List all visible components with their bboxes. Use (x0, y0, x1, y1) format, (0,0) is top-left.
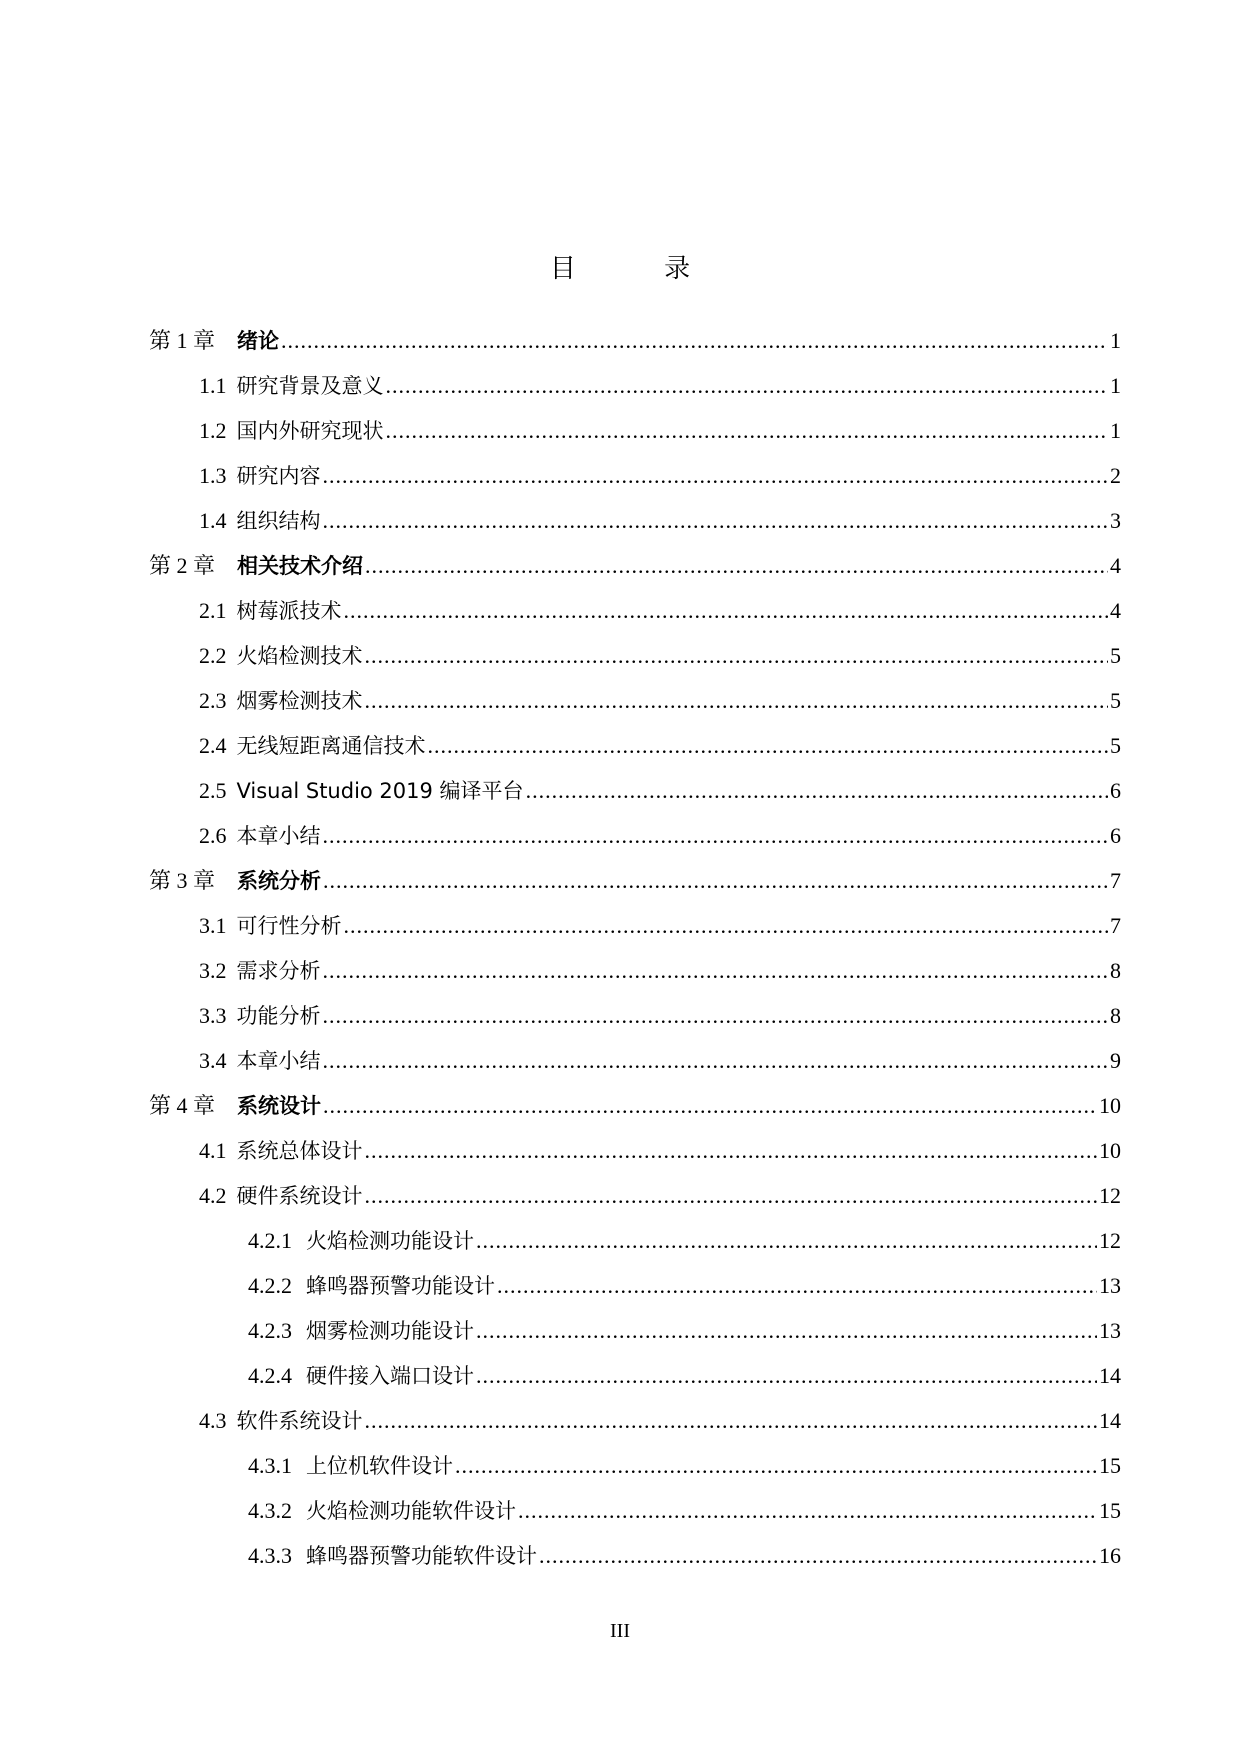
toc-entry[interactable] (149, 318, 1121, 363)
entry-number: 1.2 (199, 418, 227, 443)
entry-number: 第 1 章 (149, 328, 216, 353)
toc-title: 目 录 (549, 254, 731, 284)
toc-entry[interactable] (149, 1218, 1121, 1263)
entry-number: 4.3.1 (248, 1453, 292, 1478)
dot-leader (323, 1038, 1109, 1083)
dot-leader (323, 498, 1109, 543)
entry-number: 2.3 (199, 688, 227, 713)
toc-entry[interactable] (149, 1038, 1121, 1083)
entry-title: 上位机软件设计 (306, 1454, 453, 1478)
toc-entry[interactable] (149, 1488, 1121, 1533)
entry-title: 研究内容 (236, 464, 321, 488)
toc-entry[interactable] (149, 858, 1121, 903)
entry-number: 3.4 (199, 1048, 227, 1073)
entry-page: 12 (1099, 1228, 1121, 1253)
dot-leader (365, 1128, 1098, 1173)
entry-number: 2.6 (199, 823, 227, 848)
entry-page: 16 (1099, 1543, 1121, 1568)
entry-title: 烟雾检测功能设计 (306, 1319, 474, 1343)
entry-page: 1 (1110, 373, 1121, 398)
entry-page: 10 (1099, 1093, 1121, 1118)
entry-page: 5 (1110, 733, 1121, 758)
entry-page: 2 (1110, 463, 1121, 488)
entry-number: 3.1 (199, 913, 227, 938)
entry-title: 系统总体设计 (236, 1139, 363, 1163)
dot-leader (344, 903, 1109, 948)
entry-page: 12 (1099, 1183, 1121, 1208)
entry-number: 4.2 (199, 1183, 227, 1208)
entry-title: 蜂鸣器预警功能设计 (306, 1274, 495, 1298)
entry-page: 7 (1110, 868, 1121, 893)
entry-title: 组织结构 (236, 509, 321, 533)
entry-number: 第 2 章 (149, 553, 216, 578)
entry-page: 14 (1099, 1408, 1121, 1433)
toc-entry[interactable] (149, 1353, 1121, 1398)
entry-number: 4.3.2 (248, 1498, 292, 1523)
dot-leader (526, 768, 1108, 813)
toc-entry[interactable] (149, 1443, 1121, 1488)
entry-number: 1.3 (199, 463, 227, 488)
entry-title: 本章小结 (236, 1049, 321, 1073)
entry-title: 本章小结 (236, 824, 321, 848)
entry-page: 5 (1110, 643, 1121, 668)
entry-title: 硬件系统设计 (236, 1184, 363, 1208)
entry-title: 需求分析 (236, 959, 321, 983)
toc-entry[interactable] (149, 588, 1121, 633)
dot-leader (518, 1488, 1097, 1533)
entry-page: 6 (1110, 778, 1121, 803)
dot-leader (323, 858, 1108, 903)
table-of-contents (149, 318, 1121, 1578)
entry-number: 2.4 (199, 733, 227, 758)
toc-entry[interactable] (149, 543, 1121, 588)
entry-number: 1.1 (199, 373, 227, 398)
entry-page: 13 (1099, 1273, 1121, 1298)
entry-number: 2.1 (199, 598, 227, 623)
entry-title: 软件系统设计 (236, 1409, 363, 1433)
entry-number: 3.3 (199, 1003, 227, 1028)
toc-entry[interactable] (149, 1083, 1121, 1128)
dot-leader (323, 948, 1109, 993)
toc-entry[interactable] (149, 993, 1121, 1038)
entry-number: 4.3.3 (248, 1543, 292, 1568)
entry-page: 8 (1110, 1003, 1121, 1028)
page-number-footer: III (610, 1620, 630, 1642)
toc-entry[interactable] (149, 453, 1121, 498)
entry-number: 3.2 (199, 958, 227, 983)
dot-leader (365, 1398, 1098, 1443)
toc-entry[interactable] (149, 363, 1121, 408)
entry-page: 5 (1110, 688, 1121, 713)
dot-leader (476, 1308, 1097, 1353)
entry-title: Visual Studio 2019 编译平台 (236, 779, 524, 803)
toc-entry[interactable] (149, 948, 1121, 993)
toc-entry[interactable] (149, 1128, 1121, 1173)
toc-entry[interactable] (149, 498, 1121, 543)
toc-entry[interactable] (149, 1308, 1121, 1353)
entry-number: 4.2.2 (248, 1273, 292, 1298)
dot-leader (386, 363, 1109, 408)
entry-page: 1 (1110, 418, 1121, 443)
entry-title: 树莓派技术 (236, 599, 342, 623)
dot-leader (386, 408, 1109, 453)
entry-title: 火焰检测功能软件设计 (306, 1499, 516, 1523)
entry-page: 7 (1110, 913, 1121, 938)
entry-title: 烟雾检测技术 (236, 689, 363, 713)
dot-leader (476, 1353, 1097, 1398)
toc-entry[interactable] (149, 678, 1121, 723)
dot-leader (323, 813, 1109, 858)
entry-title: 硬件接入端口设计 (306, 1364, 474, 1388)
entry-title: 蜂鸣器预警功能软件设计 (306, 1544, 537, 1568)
entry-title: 研究背景及意义 (236, 374, 384, 398)
entry-page: 13 (1099, 1318, 1121, 1343)
entry-number: 4.1 (199, 1138, 227, 1163)
entry-title: 相关技术介绍 (237, 554, 364, 578)
entry-number: 4.2.3 (248, 1318, 292, 1343)
entry-title: 火焰检测功能设计 (306, 1229, 474, 1253)
entry-title: 火焰检测技术 (236, 644, 363, 668)
toc-entry[interactable] (149, 1533, 1121, 1578)
entry-title: 系统设计 (237, 1094, 322, 1118)
entry-number: 第 3 章 (149, 868, 216, 893)
entry-page: 10 (1099, 1138, 1121, 1163)
entry-title: 绪论 (237, 329, 280, 353)
entry-number: 2.5 (199, 778, 227, 803)
toc-entry[interactable] (149, 723, 1121, 768)
toc-entry[interactable] (149, 768, 1121, 813)
toc-entry[interactable] (149, 903, 1121, 948)
dot-leader (428, 723, 1109, 768)
entry-page: 15 (1099, 1453, 1121, 1478)
entry-page: 4 (1110, 598, 1121, 623)
toc-entry[interactable] (149, 633, 1121, 678)
dot-leader (323, 1083, 1097, 1128)
entry-number: 第 4 章 (149, 1093, 216, 1118)
toc-entry[interactable] (149, 1173, 1121, 1218)
dot-leader (365, 1173, 1098, 1218)
toc-entry[interactable] (149, 813, 1121, 858)
entry-title: 无线短距离通信技术 (236, 734, 426, 758)
entry-title: 功能分析 (236, 1004, 321, 1028)
entry-page: 8 (1110, 958, 1121, 983)
dot-leader (455, 1443, 1097, 1488)
dot-leader (476, 1218, 1097, 1263)
entry-page: 1 (1110, 328, 1121, 353)
entry-number: 4.2.4 (248, 1363, 292, 1388)
entry-page: 4 (1110, 553, 1121, 578)
toc-entry[interactable] (149, 408, 1121, 453)
entry-title: 系统分析 (237, 869, 322, 893)
entry-page: 15 (1099, 1498, 1121, 1523)
dot-leader (365, 543, 1108, 588)
entry-page: 14 (1099, 1363, 1121, 1388)
entry-number: 2.2 (199, 643, 227, 668)
dot-leader (281, 318, 1108, 363)
entry-page: 3 (1110, 508, 1121, 533)
entry-page: 6 (1110, 823, 1121, 848)
entry-page: 9 (1110, 1048, 1121, 1073)
entry-title: 国内外研究现状 (236, 419, 384, 443)
dot-leader (365, 633, 1109, 678)
entry-number: 1.4 (199, 508, 227, 533)
entry-number: 4.2.1 (248, 1228, 292, 1253)
dot-leader (344, 588, 1109, 633)
toc-entry[interactable] (149, 1263, 1121, 1308)
dot-leader (323, 993, 1109, 1038)
toc-entry[interactable] (149, 1398, 1121, 1443)
dot-leader (323, 453, 1109, 498)
entry-title: 可行性分析 (236, 914, 342, 938)
dot-leader (497, 1263, 1097, 1308)
dot-leader (539, 1533, 1097, 1578)
dot-leader (365, 678, 1109, 723)
entry-number: 4.3 (199, 1408, 227, 1433)
